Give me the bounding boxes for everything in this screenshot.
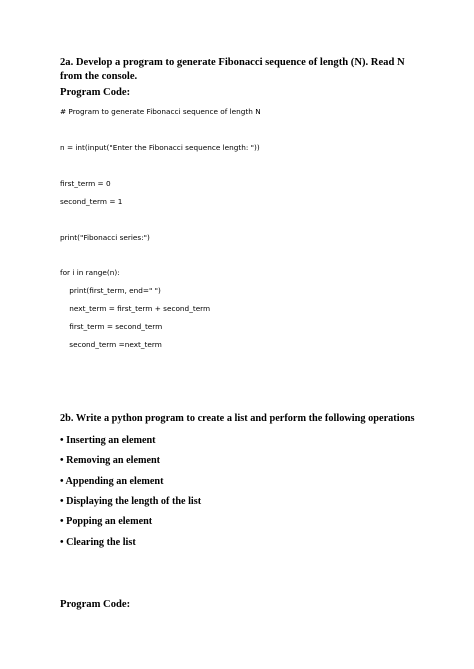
section-2b-program-code-label: Program Code: xyxy=(60,599,131,610)
section-2a-heading: 2a. Develop a program to generate Fibonacci sequence of length (N). Read N from the console. xyxy=(60,57,405,82)
bullet-item: • Clearing the list xyxy=(60,537,136,548)
bullet-item: • Inserting an element xyxy=(60,435,156,446)
bullet-item: • Popping an element xyxy=(60,516,153,527)
code-line: first_term = 0 xyxy=(60,179,111,188)
code-line: second_term = 1 xyxy=(60,197,123,206)
code-line: first_term = second_term xyxy=(60,322,163,331)
code-line: # Program to generate Fibonacci sequence of length N xyxy=(60,107,261,116)
code-line: for i in range(n): xyxy=(60,268,120,277)
code-line: next_term = first_term + second_term xyxy=(60,304,211,313)
section-2a-program-code-label: Program Code: xyxy=(60,87,131,98)
code-line: print(first_term, end=" ") xyxy=(60,286,161,295)
section-2b-heading: 2b. Write a python program to create a list and perform the following operations xyxy=(60,413,415,424)
code-line: n = int(input("Enter the Fibonacci sequence length: ")) xyxy=(60,143,260,152)
bullet-item: • Removing an element xyxy=(60,455,161,466)
code-line: print("Fibonacci series:") xyxy=(60,233,150,242)
bullet-item: • Appending an element xyxy=(60,476,164,487)
bullet-item: • Displaying the length of the list xyxy=(60,496,202,507)
code-line: second_term =next_term xyxy=(60,340,162,349)
